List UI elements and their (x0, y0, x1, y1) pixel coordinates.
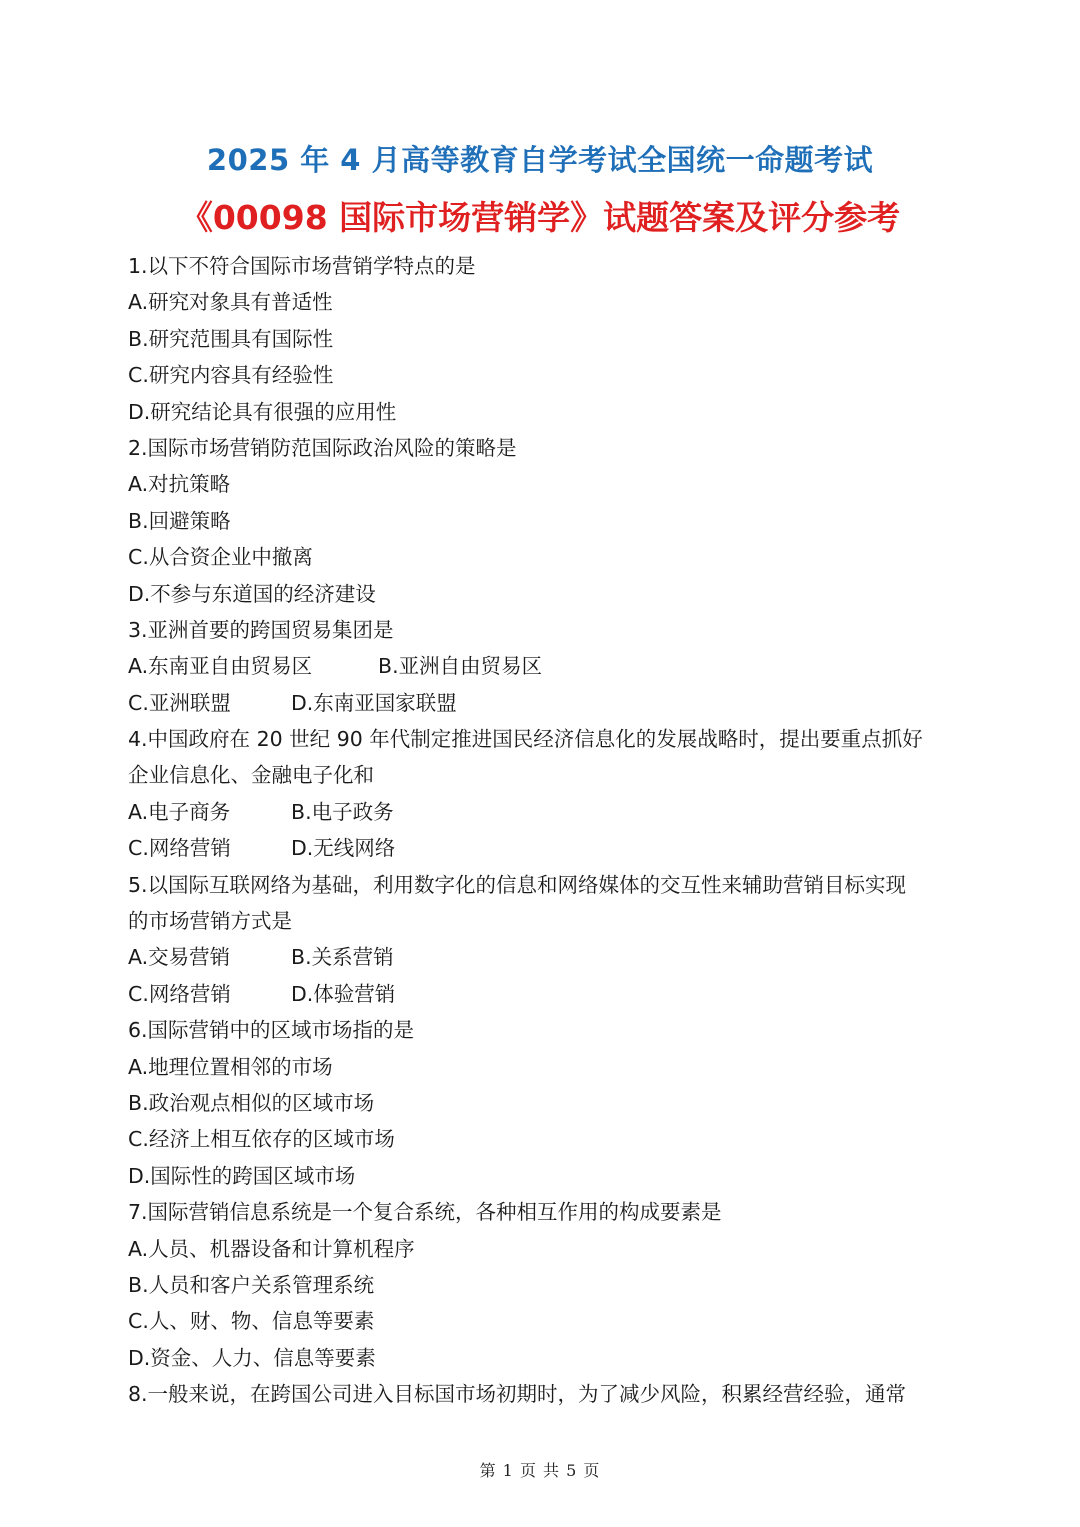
text-line (128, 576, 958, 612)
line-text: A.东南亚自由贸易区 (128, 654, 313, 679)
text-line (128, 1121, 958, 1157)
line-text: C.研究内容具有经验性 (128, 363, 334, 388)
line-text: D.国际性的跨国区域市场 (128, 1163, 356, 1188)
text-line (128, 1267, 958, 1303)
line-option-text: B.关系营销 (291, 945, 394, 970)
text-line (128, 1231, 958, 1267)
text-line (128, 1376, 958, 1412)
text-line (128, 976, 958, 1012)
text-line (128, 1085, 958, 1121)
text-line (128, 794, 958, 830)
line-text: B.政治观点相似的区域市场 (128, 1090, 375, 1115)
line-text: D.不参与东道国的经济建设 (128, 581, 376, 606)
line-text: A.电子商务 (128, 799, 231, 824)
line-option-text: D.无线网络 (291, 836, 396, 861)
text-line (128, 1012, 958, 1048)
text-line (128, 357, 958, 393)
text-line (128, 1340, 958, 1376)
line-text: B.回避策略 (128, 508, 231, 533)
line-text: A.人员、机器设备和计算机程序 (128, 1236, 415, 1261)
line-text: A.交易营销 (128, 945, 231, 970)
line-text: 4.中国政府在 20 世纪 90 年代制定推进国民经济信息化的发展战略时，提出要重点抓好 (128, 727, 923, 752)
line-text: 6.国际营销中的区域市场指的是 (128, 1018, 415, 1043)
text-line (128, 648, 958, 684)
line-text: 3.亚洲首要的跨国贸易集团是 (128, 617, 394, 642)
line-text: 2.国际市场营销防范国际政治风险的策略是 (128, 435, 517, 460)
line-text: C.网络营销 (128, 981, 231, 1006)
line-text: B.研究范围具有国际性 (128, 326, 334, 351)
text-line (128, 685, 958, 721)
text-line (128, 430, 958, 466)
line-text: C.人、财、物、信息等要素 (128, 1309, 375, 1334)
text-line (128, 757, 958, 793)
text-line (128, 867, 958, 903)
text-line (128, 394, 958, 430)
text-line (128, 939, 958, 975)
line-option-text: D.东南亚国家联盟 (291, 690, 457, 715)
line-option-text: B.电子政务 (291, 799, 394, 824)
line-option-text: B.亚洲自由贸易区 (378, 654, 543, 679)
line-text: 企业信息化、金融电子化和 (128, 763, 374, 788)
line-option-text: D.体验营销 (291, 981, 396, 1006)
text-line (128, 321, 958, 357)
text-line (128, 248, 958, 284)
line-text: 7.国际营销信息系统是一个复合系统，各种相互作用的构成要素是 (128, 1200, 722, 1225)
line-text: A.研究对象具有普适性 (128, 290, 333, 315)
text-line (128, 830, 958, 866)
line-text: C.经济上相互依存的区域市场 (128, 1127, 395, 1152)
text-line (128, 612, 958, 648)
text-line (128, 1194, 958, 1230)
question-list (128, 248, 958, 1413)
exam-subtitle: 《00098 国际市场营销学》试题答案及评分参考 (179, 198, 901, 237)
text-line (128, 903, 958, 939)
line-text: C.网络营销 (128, 836, 231, 861)
line-text: C.亚洲联盟 (128, 690, 231, 715)
line-text: A.地理位置相邻的市场 (128, 1054, 333, 1079)
text-line (128, 466, 958, 502)
line-text: B.人员和客户关系管理系统 (128, 1272, 375, 1297)
line-text: D.研究结论具有很强的应用性 (128, 399, 397, 424)
text-line (128, 1049, 958, 1085)
exam-title: 2025 年 4 月高等教育自学考试全国统一命题考试 (206, 143, 874, 177)
line-text: 5.以国际互联网络为基础，利用数字化的信息和网络媒体的交互性来辅助营销目标实现 (128, 872, 907, 897)
line-text: 的市场营销方式是 (128, 909, 292, 934)
line-text: C.从合资企业中撤离 (128, 545, 313, 570)
text-line (128, 1303, 958, 1339)
text-line (128, 503, 958, 539)
line-text: A.对抗策略 (128, 472, 231, 497)
line-text: 1.以下不符合国际市场营销学特点的是 (128, 254, 476, 278)
text-line (128, 539, 958, 575)
line-text: 8.一般来说，在跨国公司进入目标国市场初期时，为了减少风险，积累经营经验，通常 (128, 1382, 907, 1407)
page-number: 第 1 页 共 5 页 (479, 1461, 601, 1480)
text-line (128, 721, 958, 757)
text-line (128, 284, 958, 320)
line-text: D.资金、人力、信息等要素 (128, 1345, 376, 1370)
text-line (128, 1158, 958, 1194)
